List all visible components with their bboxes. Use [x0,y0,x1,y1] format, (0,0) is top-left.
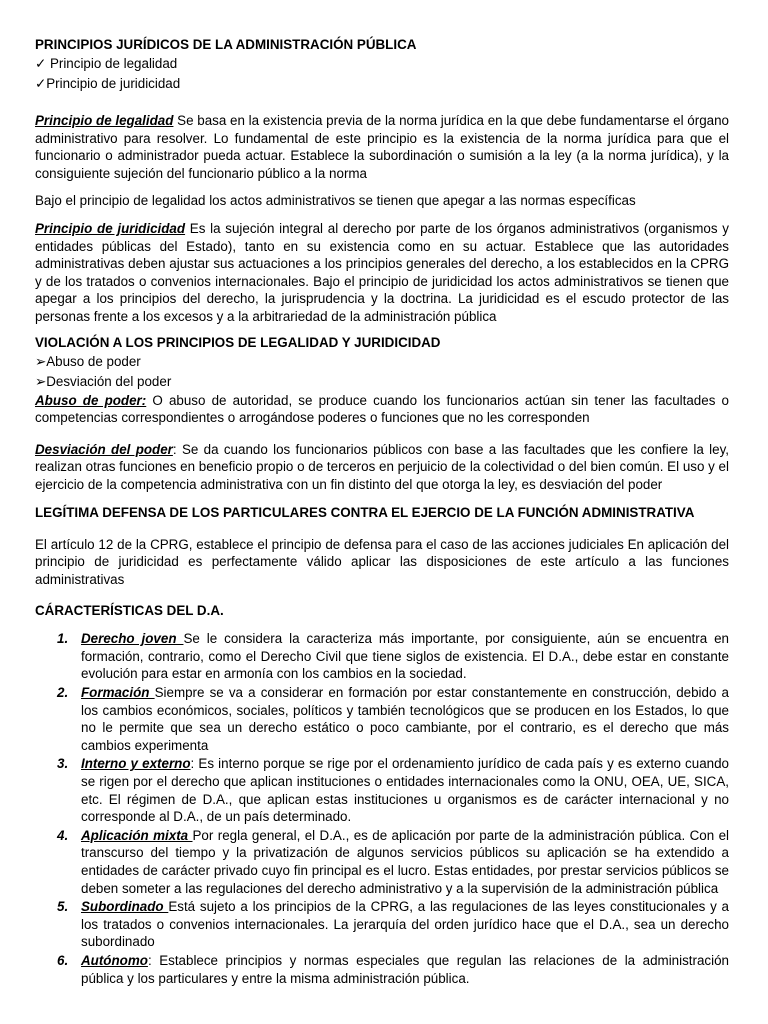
list-item-text: : Es interno porque se rige por el ordenamiento jurídico de cada país y es externo cuando se rigen por el derecho que aplican instituciones o entidades internacionales como la ONU, OEA, UE, SICA, etc. El régimen de D.A., que aplican estas instituciones u organismos es de carácter internacional y no corresponde al D.A., de un país determinado. [81,756,729,825]
list-item-term: Subordinado [81,899,169,915]
juridicidad-paragraph [35,220,729,326]
violacion-bullet-desviacion: ➢Desviación del poder [35,373,172,389]
abuso-term: Abuso de poder: [35,392,147,408]
list-item-number: 6. [57,952,69,968]
list-item [35,952,729,987]
defensa-heading: LEGÍTIMA DEFENSA DE LOS PARTICULARES CONTRA EL EJERCIO DE LA FUNCIÓN ADMINISTRATIVA [35,504,695,520]
desviacion-term: Desviación del poder [35,441,173,457]
list-item-term: Autónomo [81,952,148,968]
list-item-text: : Establece principios y normas especiales que regulan las relaciones de la administración pública y los particulares y entre la misma administración pública. [81,952,729,986]
legalidad-note: Bajo el principio de legalidad los actos administrativos se tienen que apegar a las normas específicas [35,193,636,209]
list-item-number: 4. [57,827,69,843]
legalidad-text: Se basa en la existencia previa de la norma jurídica en la que debe fundamentarse el órgano administrativo para resolver. Lo fundamental de este principio es la existencia de la norma jurídica para que el funcionario o administrador pueda actuar. Establece la subordinación o sumisión a la ley (a la norma jurídica), y la consiguiente sujeción del funcionario público a la norma [35,113,730,181]
caracteristicas-list [35,630,729,987]
list-item-text: Siempre se va a considerar en formación por estar constantemente en construcción, debido a los cambios económicos, sociales, políticos y también tecnológicos que se producen en los Estados, lo que no le permite que sea un derecho estático o poco cambiante, por el contrario, es el derecho que más cambios experimenta [81,685,729,753]
abuso-text: O abuso de autoridad, se produce cuando los funcionarios actúan sin tener las facultades o competencias correspondientes o arrogándose poderes o funciones que no les corresponden [35,392,729,426]
legalidad-paragraph [35,112,729,182]
violacion-heading: VIOLACIÓN A LOS PRINCIPIOS DE LEGALIDAD Y JURIDICIDAD [35,334,441,350]
list-item-term: Formación [81,685,155,701]
list-item-number: 3. [57,756,69,772]
list-item-term: Derecho joven [81,631,184,647]
list-item-text: Se le considera la caracteriza más importante, por consiguiente, aún se encuentra en formación, contrario, como el Derecho Civil que tiene siglos de existencia. El D.A., debe estar en constante evolución para estar en armonía con los cambios en la sociedad. [81,631,730,682]
legalidad-term: Principio de legalidad [35,113,174,128]
principle-item-juridicidad: ✓Principio de juridicidad [35,76,181,91]
list-item [35,684,729,754]
abuso-paragraph [35,392,729,427]
list-item [35,755,729,825]
desviacion-text: : Se da cuando los funcionarios públicos con base a las facultades que les confiere la ley, realizan otras funciones en beneficio propio o de terceros en perjuicio de la colectividad o del bien común. El uso y el ejercicio de la competencia administrativa con un fin distinto del que otorga la ley, es desviación del poder [35,441,730,492]
list-item-text: Por regla general, el D.A., es de aplicación por parte de la administración pública. Con el transcurso del tiempo y la privatización de algunos servicios públicos su aplicación se ha extendido a entidades de carácter privado cuyo fin principal es el lucro. Estas entidades, por prestar servicios públicos se deben someter a las regulaciones del derecho administrativo y a la supervisión de la administración pública [81,827,729,896]
document-title: PRINCIPIOS JURÍDICOS DE LA ADMINISTRACIÓN PÚBLICA [35,37,417,52]
list-item [35,630,729,683]
caracteristicas-heading: CÁRACTERÍSTICAS DEL D.A. [35,603,224,619]
violacion-bullet-abuso: ➢Abuso de poder [35,353,141,369]
juridicidad-text: Es la sujeción integral al derecho por parte de los órganos administrativos (organismos y entidades públicas del Estado), tanto en su existencia como en su actuar. Establece que las autoridades administrativas deben ajustar sus actuaciones a los principios generales del derecho, a los establecidos en la CPRG y de los tratados o convenios internacionales. Bajo el principio de juridicidad los actos administrativos se tienen que apegar a los principios del derecho, la jurisprudencia y la doctrina. La juridicidad es el escudo protector de las personas frente a los excesos y a la arbitrariedad de la administración pública [35,220,729,324]
list-item-term: Interno y externo [81,756,191,772]
list-item-number: 5. [57,899,69,915]
desviacion-paragraph [35,441,729,494]
list-item-number: 1. [57,631,69,647]
list-item-number: 2. [57,685,69,701]
list-item-term: Aplicación mixta [81,827,193,843]
list-item [35,898,729,951]
principle-item-legalidad: ✓ Principio de legalidad [35,56,178,71]
list-item-text: Está sujeto a los principios de la CPRG, a las regulaciones de las leyes constitucionales y a los tratados o convenios internacionales. La jerarquía del orden jurídico hace que el D.A., sea un derecho subordinado [81,899,729,950]
juridicidad-term: Principio de juridicidad [35,220,186,236]
list-item [35,827,729,897]
defensa-paragraph: El artículo 12 de la CPRG, establece el principio de defensa para el caso de las acciones judiciales En aplicación del principio de juridicidad es perfectamente válido aplicar las disposiciones de este artículo a las funciones administrativas [35,536,729,587]
